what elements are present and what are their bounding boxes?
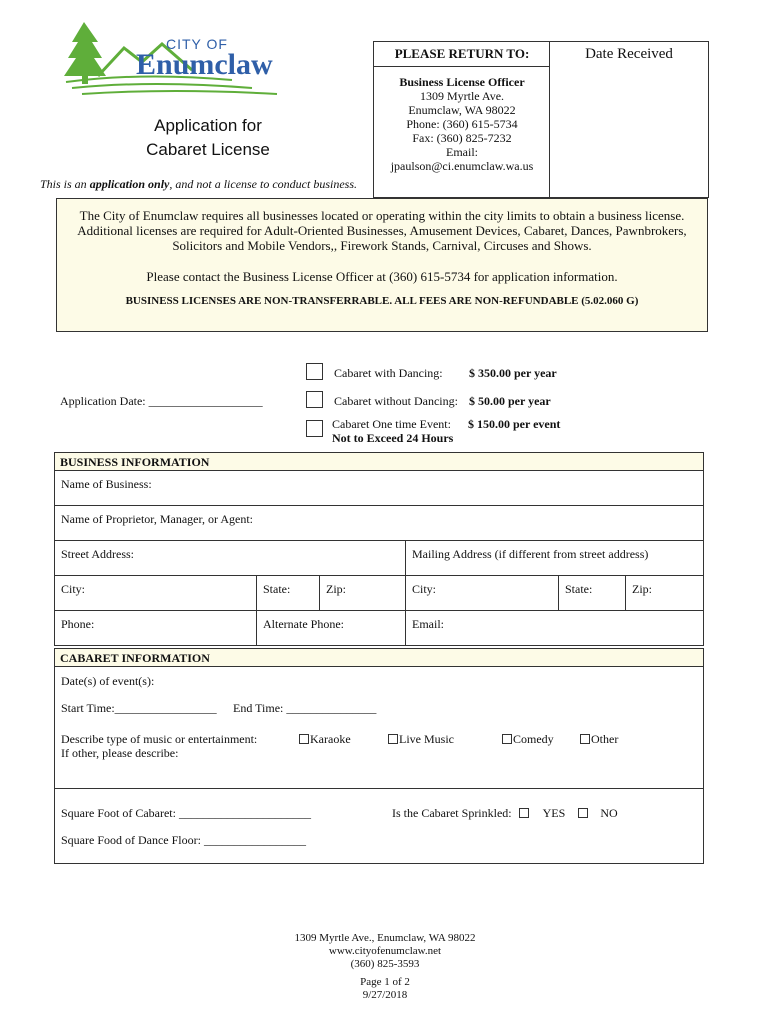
other-checkbox[interactable] <box>580 734 590 744</box>
business-name-field[interactable]: Name of Business: <box>61 477 152 491</box>
yes-label: YES <box>542 806 566 820</box>
city-logo <box>62 18 292 98</box>
phone-row <box>55 611 703 645</box>
option-event-note: Not to Exceed 24 Hours <box>332 431 454 445</box>
footer-address: 1309 Myrtle Ave., Enumclaw, WA 98022 <box>294 932 476 944</box>
address-line2: Enumclaw, WA 98022 <box>408 103 516 117</box>
return-fax: Fax: (360) 825-7232 <box>412 131 512 145</box>
option-no-dancing-label: Cabaret without Dancing: <box>334 394 458 408</box>
logo-city-of: CITY OF <box>166 36 228 52</box>
title-line2: Cabaret License <box>146 140 270 159</box>
city-field[interactable]: City: <box>61 582 86 596</box>
describe-label: Describe type of music or entertainment: <box>61 732 258 746</box>
title-line1: Application for <box>154 116 262 135</box>
street-address-field[interactable]: Street Address: <box>61 547 134 561</box>
mailing-address-field[interactable]: Mailing Address (if different from street address) <box>405 541 703 575</box>
page-number: Page 1 of 2 <box>360 976 410 988</box>
cabaret-dancing-checkbox[interactable] <box>306 363 323 380</box>
zip-field[interactable]: Zip: <box>319 576 405 610</box>
sprinkled-no-checkbox[interactable] <box>578 808 588 818</box>
no-label: NO <box>600 806 618 820</box>
square-foot-field[interactable]: Square Foot of Cabaret: ______________________ <box>61 806 311 820</box>
comedy-option[interactable]: Comedy <box>502 732 554 747</box>
date-received-box <box>549 41 709 198</box>
if-other-field[interactable]: If other, please describe: <box>61 746 179 760</box>
page-title <box>118 114 298 162</box>
mailing-zip-field[interactable]: Zip: <box>625 576 703 610</box>
logo-name: Enumclaw <box>136 48 273 81</box>
disclaimer: This is an application only, and not a license to conduct business. <box>40 177 357 191</box>
option-no-dancing-price: $ 50.00 per year <box>469 394 551 408</box>
notice-text-3: BUSINESS LICENSES ARE NON-TRANSFERRABLE. ALL FEES ARE NON-REFUNDABLE (5.02.060 G) <box>125 295 639 307</box>
karaoke-checkbox[interactable] <box>299 734 309 744</box>
event-dates-field[interactable]: Date(s) of event(s): <box>61 674 155 688</box>
address-line1: 1309 Myrtle Ave. <box>419 89 505 103</box>
date-received-label: Date Received <box>585 46 673 62</box>
business-info-table <box>54 471 704 646</box>
state-field[interactable]: State: <box>256 576 319 610</box>
end-time-field[interactable]: End Time: _______________ <box>233 701 377 715</box>
mailing-state-field[interactable]: State: <box>558 576 625 610</box>
business-info-heading: BUSINESS INFORMATION <box>54 452 704 471</box>
address-row <box>55 541 703 576</box>
revision-date: 9/27/2018 <box>362 989 408 1001</box>
comedy-checkbox[interactable] <box>502 734 512 744</box>
one-time-event-checkbox[interactable] <box>306 420 323 437</box>
notice-text-2: Please contact the Business License Officer at (360) 615-5734 for application information. <box>146 269 618 284</box>
option-dancing-label: Cabaret with Dancing: <box>334 366 443 380</box>
application-date-field[interactable]: Application Date: ___________________ <box>60 394 263 408</box>
karaoke-option[interactable]: Karaoke <box>299 732 351 747</box>
proprietor-field[interactable]: Name of Proprietor, Manager, or Agent: <box>61 512 253 526</box>
sprinkled-yes-checkbox[interactable] <box>519 808 529 818</box>
footer-contact <box>0 932 770 971</box>
cabaret-no-dancing-checkbox[interactable] <box>306 391 323 408</box>
cabaret-details-section <box>55 667 703 789</box>
proprietor-row <box>55 506 703 541</box>
option-dancing-price: $ 350.00 per year <box>469 366 557 380</box>
notice-panel <box>56 198 708 332</box>
cabaret-info-heading: CABARET INFORMATION <box>54 648 704 667</box>
dance-floor-field[interactable]: Square Food of Dance Floor: _________________ <box>61 833 306 847</box>
notice-text-1: The City of Enumclaw requires all businesses located or operating within the city limits to obtain a business license. Additional licenses are required for Adult-Oriented Businesses, Amusement Devices, Cabaret, Dances, Pawnbrokers, Solicitors and Mobile Vendors,, Firework Stands, Carnival, Circuses and Shows. <box>77 208 687 253</box>
cabaret-info-box <box>54 667 704 864</box>
option-event-label: Cabaret One time Event: <box>332 417 451 431</box>
phone-field[interactable]: Phone: <box>61 617 95 631</box>
mailing-city-field[interactable]: City: <box>405 576 558 610</box>
business-name-row <box>55 471 703 506</box>
return-to-box <box>373 41 550 198</box>
live-music-option[interactable]: Live Music <box>388 732 454 747</box>
option-event-price: $ 150.00 per event <box>468 417 561 431</box>
live-music-checkbox[interactable] <box>388 734 398 744</box>
sprinkled-label: Is the Cabaret Sprinkled: <box>392 806 512 820</box>
return-email: jpaulson@ci.enumclaw.wa.us <box>390 159 534 173</box>
start-time-field[interactable]: Start Time:_________________ <box>61 701 217 715</box>
sprinkled-question <box>392 806 618 821</box>
alt-phone-field[interactable]: Alternate Phone: <box>256 611 405 645</box>
return-phone: Phone: (360) 615-5734 <box>406 117 518 131</box>
footer-website[interactable]: www.cityofenumclaw.net <box>328 945 442 957</box>
email-field[interactable]: Email: <box>405 611 703 645</box>
footer-phone: (360) 825-3593 <box>350 958 420 970</box>
footer-page-info <box>0 976 770 1002</box>
other-option[interactable]: Other <box>580 732 618 747</box>
return-email-label: Email: <box>446 145 478 159</box>
return-heading: PLEASE RETURN TO: <box>374 42 550 67</box>
city-row <box>55 576 703 611</box>
recipient: Business License Officer <box>399 75 525 89</box>
